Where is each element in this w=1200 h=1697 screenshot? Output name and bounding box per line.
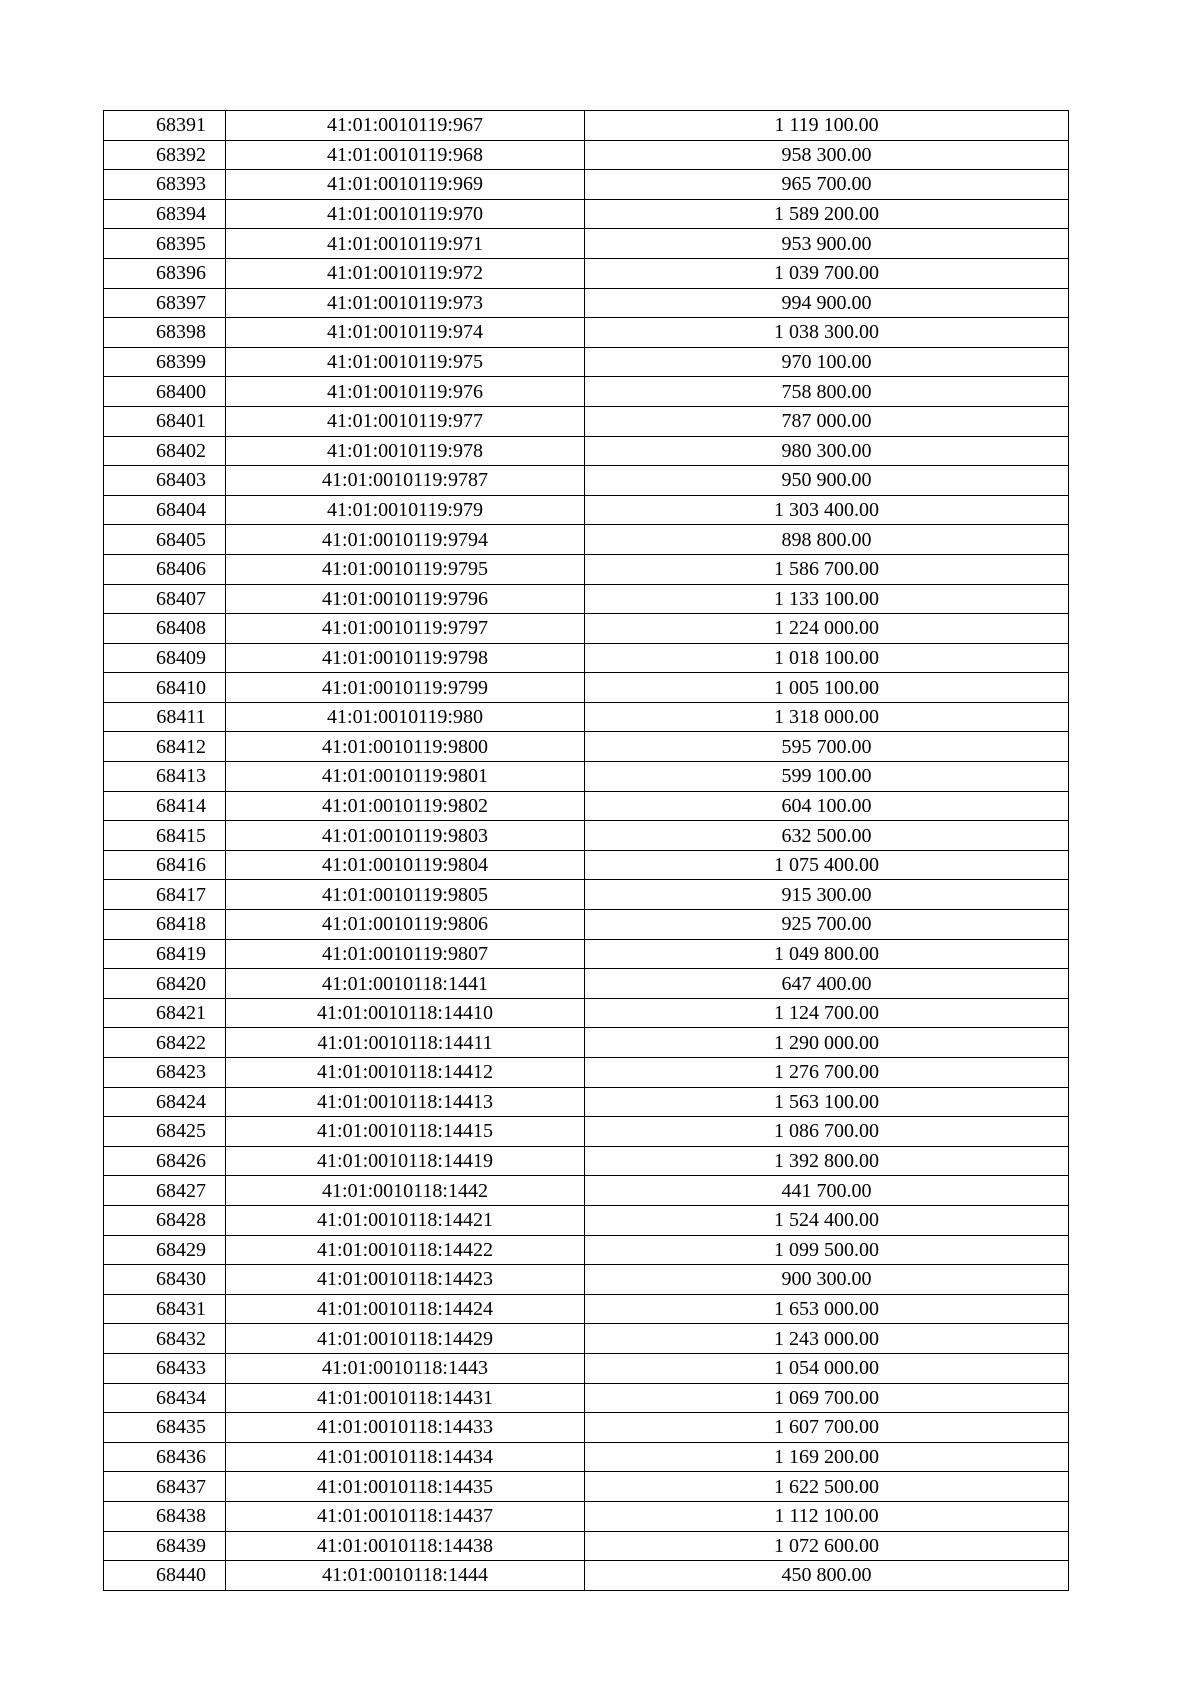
cadastral-number-cell: 41:01:0010119:975: [226, 347, 585, 377]
cadastral-value-cell: 1 318 000.00: [585, 702, 1069, 732]
cadastral-number-cell: 41:01:0010119:972: [226, 258, 585, 288]
table-row: [104, 850, 1069, 880]
table-row: [104, 288, 1069, 318]
cadastral-value-cell: 1 005 100.00: [585, 673, 1069, 703]
cadastral-value-cell: 1 243 000.00: [585, 1324, 1069, 1354]
cadastral-value-cell: 970 100.00: [585, 347, 1069, 377]
table-row: [104, 258, 1069, 288]
cadastral-number-cell: 41:01:0010119:9805: [226, 880, 585, 910]
cadastral-value-cell: 958 300.00: [585, 140, 1069, 170]
table-row: [104, 969, 1069, 999]
row-number-cell: 68431: [104, 1294, 226, 1324]
table-row: [104, 170, 1069, 200]
table-row: [104, 525, 1069, 555]
row-number-cell: 68418: [104, 910, 226, 940]
table-row: [104, 199, 1069, 229]
table-row: [104, 1087, 1069, 1117]
cadastral-number-cell: 41:01:0010118:14410: [226, 998, 585, 1028]
table-row: [104, 347, 1069, 377]
cadastral-value-cell: 1 086 700.00: [585, 1117, 1069, 1147]
row-number-cell: 68419: [104, 939, 226, 969]
row-number-cell: 68422: [104, 1028, 226, 1058]
cadastral-value-cell: 1 075 400.00: [585, 850, 1069, 880]
cadastral-value-cell: 925 700.00: [585, 910, 1069, 940]
row-number-cell: 68436: [104, 1442, 226, 1472]
table-row: [104, 1561, 1069, 1591]
cadastral-number-cell: 41:01:0010119:973: [226, 288, 585, 318]
cadastral-value-cell: 1 038 300.00: [585, 318, 1069, 348]
row-number-cell: 68428: [104, 1205, 226, 1235]
table-row: [104, 643, 1069, 673]
cadastral-value-cell: 980 300.00: [585, 436, 1069, 466]
cadastral-value-cell: 647 400.00: [585, 969, 1069, 999]
cadastral-number-cell: 41:01:0010118:14429: [226, 1324, 585, 1354]
cadastral-number-cell: 41:01:0010119:968: [226, 140, 585, 170]
row-number-cell: 68429: [104, 1235, 226, 1265]
table-row: [104, 1472, 1069, 1502]
row-number-cell: 68420: [104, 969, 226, 999]
row-number-cell: 68408: [104, 614, 226, 644]
cadastral-value-cell: 1 276 700.00: [585, 1058, 1069, 1088]
cadastral-value-cell: 604 100.00: [585, 791, 1069, 821]
cadastral-value-cell: 787 000.00: [585, 406, 1069, 436]
cadastral-number-cell: 41:01:0010119:976: [226, 377, 585, 407]
cadastral-number-cell: 41:01:0010118:1441: [226, 969, 585, 999]
cadastral-number-cell: 41:01:0010119:9787: [226, 466, 585, 496]
cadastral-value-cell: 1 224 000.00: [585, 614, 1069, 644]
row-number-cell: 68391: [104, 111, 226, 141]
cadastral-value-cell: 1 392 800.00: [585, 1146, 1069, 1176]
cadastral-number-cell: 41:01:0010119:9803: [226, 821, 585, 851]
row-number-cell: 68398: [104, 318, 226, 348]
row-number-cell: 68411: [104, 702, 226, 732]
table-row: [104, 614, 1069, 644]
cadastral-value-cell: 1 124 700.00: [585, 998, 1069, 1028]
table-body: [104, 111, 1069, 1591]
cadastral-value-cell: 599 100.00: [585, 762, 1069, 792]
row-number-cell: 68421: [104, 998, 226, 1028]
cadastral-value-cell: 1 049 800.00: [585, 939, 1069, 969]
row-number-cell: 68407: [104, 584, 226, 614]
table-row: [104, 1413, 1069, 1443]
table-row: [104, 791, 1069, 821]
table-row: [104, 1117, 1069, 1147]
table-row: [104, 318, 1069, 348]
table-row: [104, 1531, 1069, 1561]
table-row: [104, 1383, 1069, 1413]
row-number-cell: 68423: [104, 1058, 226, 1088]
cadastral-value-cell: 1 303 400.00: [585, 495, 1069, 525]
table-row: [104, 1176, 1069, 1206]
row-number-cell: 68430: [104, 1265, 226, 1295]
row-number-cell: 68403: [104, 466, 226, 496]
table-row: [104, 1205, 1069, 1235]
row-number-cell: 68393: [104, 170, 226, 200]
cadastral-number-cell: 41:01:0010118:14422: [226, 1235, 585, 1265]
cadastral-value-cell: 1 290 000.00: [585, 1028, 1069, 1058]
table-row: [104, 436, 1069, 466]
row-number-cell: 68394: [104, 199, 226, 229]
cadastral-number-cell: 41:01:0010118:14419: [226, 1146, 585, 1176]
cadastral-value-cell: 1 099 500.00: [585, 1235, 1069, 1265]
cadastral-number-cell: 41:01:0010118:1443: [226, 1353, 585, 1383]
table-row: [104, 762, 1069, 792]
cadastral-value-cell: 898 800.00: [585, 525, 1069, 555]
table-row: [104, 495, 1069, 525]
table-row: [104, 1501, 1069, 1531]
cadastral-value-cell: 1 622 500.00: [585, 1472, 1069, 1502]
row-number-cell: 68400: [104, 377, 226, 407]
row-number-cell: 68417: [104, 880, 226, 910]
cadastral-value-cell: 1 054 000.00: [585, 1353, 1069, 1383]
cadastral-value-cell: 953 900.00: [585, 229, 1069, 259]
row-number-cell: 68401: [104, 406, 226, 436]
cadastral-number-cell: 41:01:0010119:967: [226, 111, 585, 141]
cadastral-value-cell: 1 589 200.00: [585, 199, 1069, 229]
cadastral-value-cell: 1 072 600.00: [585, 1531, 1069, 1561]
cadastral-number-cell: 41:01:0010119:9799: [226, 673, 585, 703]
cadastral-number-cell: 41:01:0010118:14435: [226, 1472, 585, 1502]
cadastral-value-cell: 915 300.00: [585, 880, 1069, 910]
row-number-cell: 68414: [104, 791, 226, 821]
cadastral-number-cell: 41:01:0010119:9796: [226, 584, 585, 614]
table-row: [104, 939, 1069, 969]
row-number-cell: 68434: [104, 1383, 226, 1413]
cadastral-number-cell: 41:01:0010118:1444: [226, 1561, 585, 1591]
cadastral-number-cell: 41:01:0010119:9800: [226, 732, 585, 762]
row-number-cell: 68412: [104, 732, 226, 762]
table-row: [104, 673, 1069, 703]
row-number-cell: 68432: [104, 1324, 226, 1354]
row-number-cell: 68409: [104, 643, 226, 673]
table-row: [104, 1028, 1069, 1058]
table-row: [104, 584, 1069, 614]
cadastral-number-cell: 41:01:0010118:14434: [226, 1442, 585, 1472]
cadastral-number-cell: 41:01:0010118:14411: [226, 1028, 585, 1058]
table-row: [104, 702, 1069, 732]
row-number-cell: 68416: [104, 850, 226, 880]
cadastral-number-cell: 41:01:0010119:9806: [226, 910, 585, 940]
cadastral-value-cell: 441 700.00: [585, 1176, 1069, 1206]
cadastral-number-cell: 41:01:0010119:978: [226, 436, 585, 466]
table-row: [104, 229, 1069, 259]
table-row: [104, 880, 1069, 910]
cadastral-value-cell: 1 133 100.00: [585, 584, 1069, 614]
cadastral-number-cell: 41:01:0010118:14421: [226, 1205, 585, 1235]
cadastral-number-cell: 41:01:0010118:14433: [226, 1413, 585, 1443]
cadastral-number-cell: 41:01:0010118:14424: [226, 1294, 585, 1324]
cadastral-number-cell: 41:01:0010119:974: [226, 318, 585, 348]
cadastral-number-cell: 41:01:0010119:980: [226, 702, 585, 732]
cadastral-value-cell: 1 586 700.00: [585, 554, 1069, 584]
cadastral-number-cell: 41:01:0010118:14438: [226, 1531, 585, 1561]
cadastral-number-cell: 41:01:0010118:14431: [226, 1383, 585, 1413]
table-row: [104, 466, 1069, 496]
table-row: [104, 406, 1069, 436]
row-number-cell: 68426: [104, 1146, 226, 1176]
row-number-cell: 68435: [104, 1413, 226, 1443]
table-row: [104, 1442, 1069, 1472]
row-number-cell: 68404: [104, 495, 226, 525]
row-number-cell: 68413: [104, 762, 226, 792]
row-number-cell: 68397: [104, 288, 226, 318]
cadastral-number-cell: 41:01:0010118:14415: [226, 1117, 585, 1147]
table-row: [104, 377, 1069, 407]
row-number-cell: 68392: [104, 140, 226, 170]
cadastral-value-cell: 900 300.00: [585, 1265, 1069, 1295]
cadastral-number-cell: 41:01:0010119:9797: [226, 614, 585, 644]
cadastral-number-cell: 41:01:0010119:9794: [226, 525, 585, 555]
cadastral-number-cell: 41:01:0010119:9807: [226, 939, 585, 969]
cadastral-number-cell: 41:01:0010119:9804: [226, 850, 585, 880]
cadastral-value-cell: 965 700.00: [585, 170, 1069, 200]
cadastral-value-cell: 1 607 700.00: [585, 1413, 1069, 1443]
cadastral-value-cell: 595 700.00: [585, 732, 1069, 762]
cadastral-value-cell: 1 039 700.00: [585, 258, 1069, 288]
row-number-cell: 68406: [104, 554, 226, 584]
table-row: [104, 554, 1069, 584]
cadastral-number-cell: 41:01:0010119:977: [226, 406, 585, 436]
cadastral-value-cell: 1 112 100.00: [585, 1501, 1069, 1531]
table-row: [104, 1058, 1069, 1088]
cadastral-value-cell: 994 900.00: [585, 288, 1069, 318]
cadastral-number-cell: 41:01:0010119:9798: [226, 643, 585, 673]
cadastral-number-cell: 41:01:0010118:14412: [226, 1058, 585, 1088]
cadastral-number-cell: 41:01:0010119:9795: [226, 554, 585, 584]
table-row: [104, 1146, 1069, 1176]
row-number-cell: 68433: [104, 1353, 226, 1383]
cadastral-number-cell: 41:01:0010118:1442: [226, 1176, 585, 1206]
table-row: [104, 1353, 1069, 1383]
cadastral-number-cell: 41:01:0010118:14437: [226, 1501, 585, 1531]
row-number-cell: 68437: [104, 1472, 226, 1502]
table-row: [104, 732, 1069, 762]
cadastral-value-cell: 1 069 700.00: [585, 1383, 1069, 1413]
cadastral-value-table: [103, 110, 1069, 1591]
cadastral-value-cell: 1 169 200.00: [585, 1442, 1069, 1472]
table-row: [104, 140, 1069, 170]
cadastral-number-cell: 41:01:0010119:970: [226, 199, 585, 229]
row-number-cell: 68440: [104, 1561, 226, 1591]
cadastral-value-cell: 632 500.00: [585, 821, 1069, 851]
cadastral-number-cell: 41:01:0010119:9801: [226, 762, 585, 792]
cadastral-value-cell: 450 800.00: [585, 1561, 1069, 1591]
row-number-cell: 68395: [104, 229, 226, 259]
cadastral-value-cell: 1 563 100.00: [585, 1087, 1069, 1117]
row-number-cell: 68424: [104, 1087, 226, 1117]
row-number-cell: 68396: [104, 258, 226, 288]
cadastral-value-cell: 950 900.00: [585, 466, 1069, 496]
table-row: [104, 1324, 1069, 1354]
row-number-cell: 68438: [104, 1501, 226, 1531]
row-number-cell: 68405: [104, 525, 226, 555]
table-row: [104, 1235, 1069, 1265]
cadastral-number-cell: 41:01:0010119:9802: [226, 791, 585, 821]
cadastral-value-cell: 1 653 000.00: [585, 1294, 1069, 1324]
row-number-cell: 68439: [104, 1531, 226, 1561]
cadastral-number-cell: 41:01:0010119:969: [226, 170, 585, 200]
row-number-cell: 68425: [104, 1117, 226, 1147]
row-number-cell: 68427: [104, 1176, 226, 1206]
table-row: [104, 111, 1069, 141]
row-number-cell: 68415: [104, 821, 226, 851]
table-row: [104, 821, 1069, 851]
cadastral-value-cell: 1 018 100.00: [585, 643, 1069, 673]
cadastral-value-cell: 1 524 400.00: [585, 1205, 1069, 1235]
cadastral-number-cell: 41:01:0010119:979: [226, 495, 585, 525]
cadastral-value-cell: 758 800.00: [585, 377, 1069, 407]
cadastral-number-cell: 41:01:0010119:971: [226, 229, 585, 259]
table-row: [104, 910, 1069, 940]
cadastral-number-cell: 41:01:0010118:14413: [226, 1087, 585, 1117]
table-row: [104, 1294, 1069, 1324]
cadastral-number-cell: 41:01:0010118:14423: [226, 1265, 585, 1295]
table-row: [104, 998, 1069, 1028]
table-row: [104, 1265, 1069, 1295]
row-number-cell: 68402: [104, 436, 226, 466]
cadastral-value-cell: 1 119 100.00: [585, 111, 1069, 141]
row-number-cell: 68399: [104, 347, 226, 377]
row-number-cell: 68410: [104, 673, 226, 703]
